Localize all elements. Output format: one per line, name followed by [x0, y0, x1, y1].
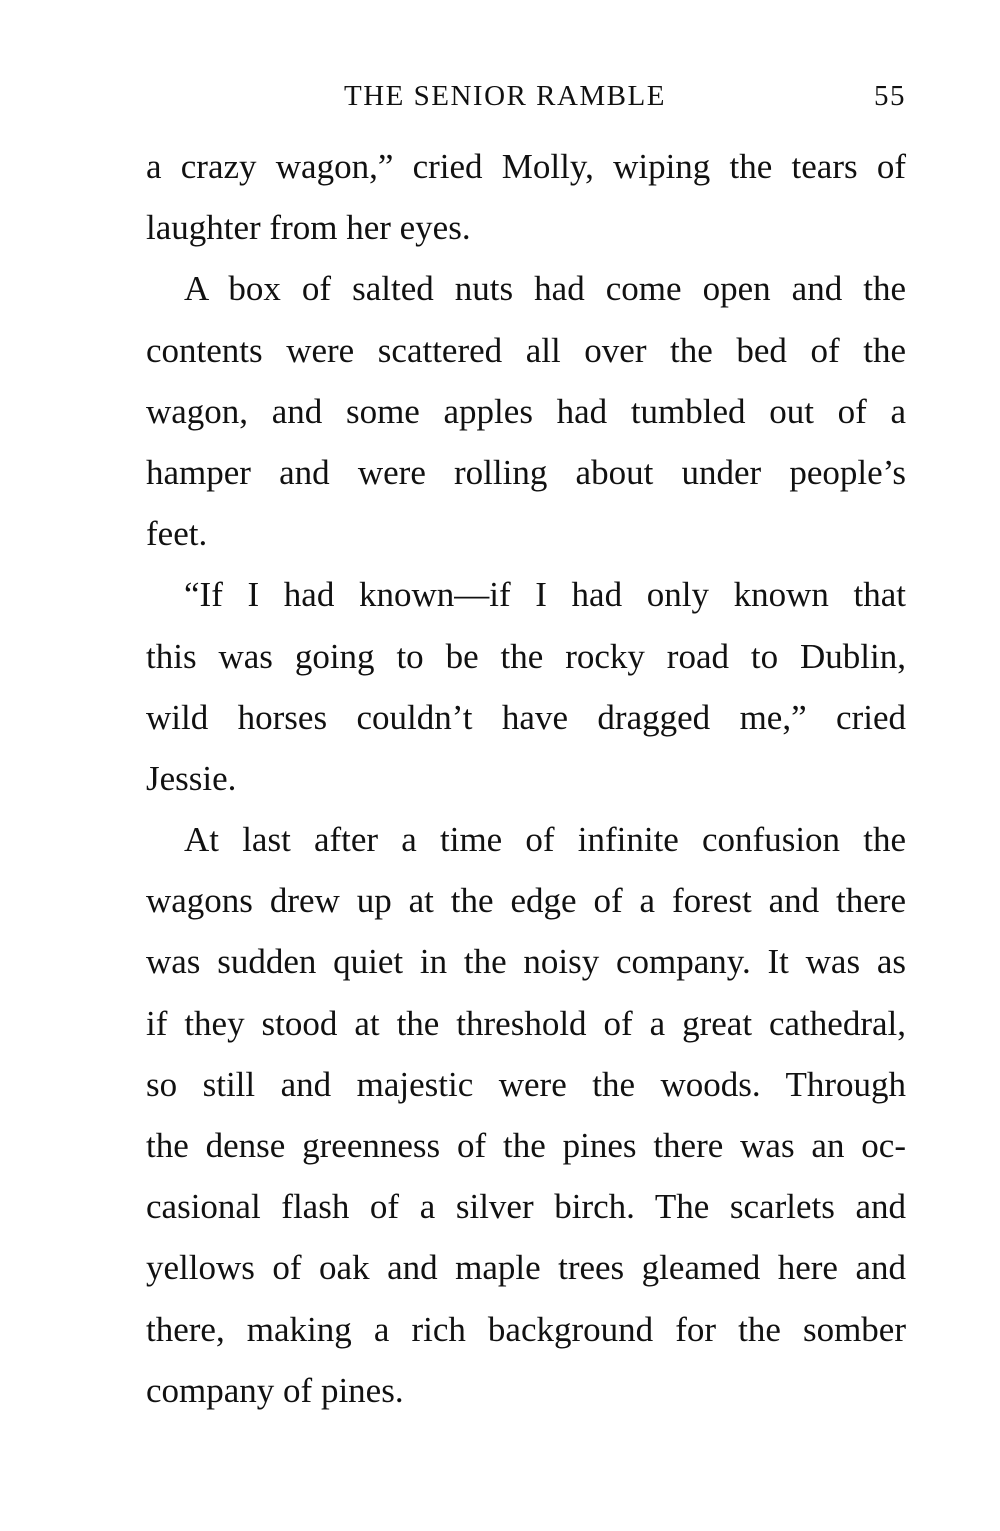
text-line: yellows of oak and maple trees gleamed here and [146, 1248, 906, 1288]
body-text [146, 136, 906, 1421]
text-line: wild horses couldn’t have dragged me,” cried [146, 697, 906, 737]
text-line: contents were scattered all over the bed of the [146, 330, 906, 370]
text-line: feet. [146, 514, 208, 554]
page-number: 55 [874, 80, 906, 112]
text-line: hamper and were rolling about under people’s [146, 452, 906, 492]
text-line: if they stood at the threshold of a great cathedral, [146, 1003, 906, 1043]
text-line: wagons drew up at the edge of a forest and there [146, 881, 906, 921]
text-line: company of pines. [146, 1370, 404, 1410]
text-line: “If I had known—if I had only known that [184, 575, 906, 615]
text-line: laughter from her eyes. [146, 208, 471, 248]
text-line: there, making a rich background for the somber [146, 1309, 906, 1349]
text-line: Jessie. [146, 758, 237, 798]
text-line: At last after a time of infinite confusion the [184, 820, 906, 860]
text-line: A box of salted nuts had come open and the [184, 269, 906, 309]
text-line: this was going to be the rocky road to Dublin, [146, 636, 906, 676]
text-line: the dense greenness of the pines there was an oc- [146, 1126, 906, 1165]
text-line: so still and majestic were the woods. Through [146, 1064, 906, 1104]
text-line: wagon, and some apples had tumbled out of a [146, 391, 906, 431]
text-line: was sudden quiet in the noisy company. It was as [146, 942, 906, 982]
running-title: THE SENIOR RAMBLE [344, 80, 666, 112]
text-line: a crazy wagon,” cried Molly, wiping the tears of [146, 147, 906, 186]
running-head [146, 80, 906, 120]
text-line: casional flash of a silver birch. The scarlets and [146, 1187, 906, 1227]
